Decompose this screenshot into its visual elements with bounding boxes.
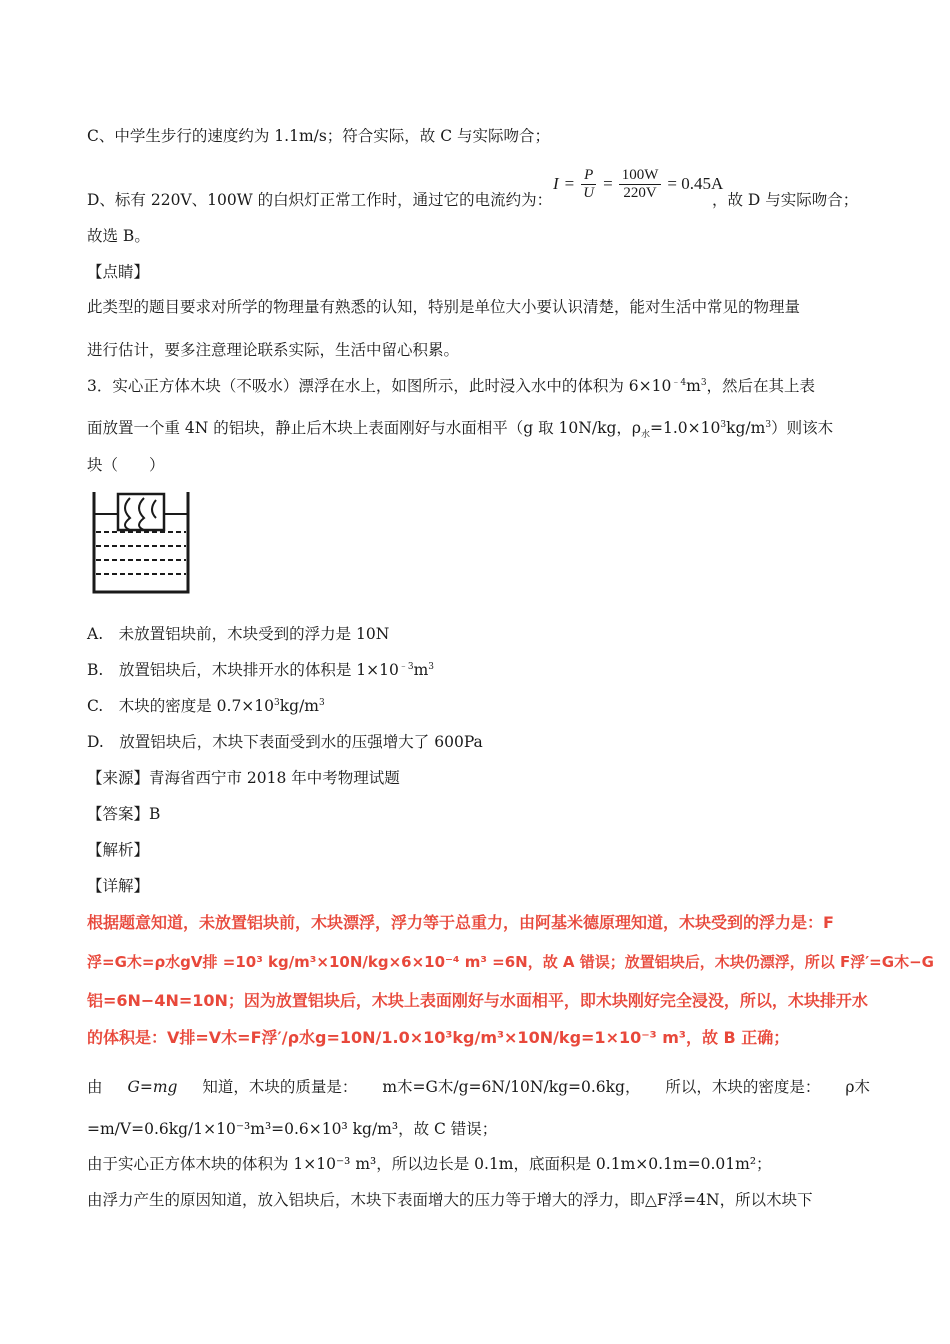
- question-3-line-2: 面放置一个重 4N 的铝块，静止后木块上表面刚好与水面相平（g 取 10N/kg，$\rho_水=1.0\times 10^3kg/m^3$）则该木: [87, 419, 834, 441]
- dianjing-line-1: 此类型的题目要求对所学的物理量有熟悉的认知，特别是单位大小要认识清楚，能对生活中常见的物理量: [87, 298, 801, 316]
- question-3-line-1: 3．实心正方体木块（不吸水）漂浮在水上，如图所示，此时浸入水中的体积为 $6\times 10^{﹣4}m^3$，然后在其上表: [87, 377, 816, 395]
- force-line: 由浮力产生的原因知道，放入铝块后，木块下表面增大的压力等于增大的浮力，即△F浮=4N，所以木块下: [87, 1191, 813, 1209]
- formula-num2: 100W: [619, 167, 662, 185]
- choose-answer: 故选 B。: [87, 227, 150, 245]
- answer-line: 【答案】B: [87, 805, 161, 823]
- xiangjie-heading: 【详解】: [87, 877, 150, 895]
- mass-line-1: 由 G=mg 知道，木块的质量是： m木=G木/g=6N/10N/kg=0.6kg， 所以，木块的密度是： ρ木: [87, 1078, 870, 1096]
- option-c-explanation: C、中学生步行的速度约为 1.1m/s；符合实际，故 C 与实际吻合；: [87, 127, 551, 145]
- red-explanation-2: 浮=G木=ρ水gV排 =10³ kg/m³×10N/kg×6×10⁻⁴ m³ =6N，故 A 错误；放置铝块后，木块仍漂浮，所以 F浮′=G木−G: [87, 953, 934, 971]
- option-d-explanation: [87, 190, 870, 210]
- side-length-line: 由于实心正方体木块的体积为 1×10⁻³ m³，所以边长是 0.1m，底面积是 0.1m×0.1m=0.01m²；: [87, 1155, 772, 1173]
- red-explanation-3: 铝=6N−4N=10N；因为放置铝块后，木块上表面刚好与水面相平，即木块刚好完全浸没，所以，木块排开水: [87, 991, 868, 1010]
- formula-num1: P: [581, 167, 596, 185]
- current-formula: I = $\frac{P}{U}$ = $\frac{100W}{220V}$ = 0.45A: [553, 166, 724, 201]
- red-explanation-1: 根据题意知道，未放置铝块前，木块漂浮，浮力等于总重力，由阿基米德原理知道，木块受到的浮力是：F: [87, 913, 834, 932]
- jiexi-heading: 【解析】: [87, 841, 150, 859]
- dianjing-line-2: 进行估计，要多注意理论联系实际，生活中留心积累。: [87, 341, 460, 359]
- question-3-line-3: 块（ ）: [87, 456, 165, 474]
- mass-line-2: =m/V=0.6kg/1×10⁻³m³=0.6×10³ kg/m³，故 C 错误；: [87, 1120, 498, 1138]
- option-d: D. 放置铝块后，木块下表面受到水的压强增大了 600Pa: [87, 733, 483, 751]
- source-line: 【来源】青海省西宁市 2018 年中考物理试题: [87, 769, 400, 787]
- option-a: A. 未放置铝块前，木块受到的浮力是 10N: [87, 625, 390, 643]
- option-b: B. 放置铝块后，木块排开水的体积是 $1\times 10^{﹣3}m^3$: [87, 661, 434, 679]
- formula-result: = 0.45A: [667, 174, 724, 193]
- formula-den1: U: [583, 184, 595, 201]
- d-text-after: ，故 D 与实际吻合；: [711, 191, 859, 209]
- dianjing-heading: 【点睛】: [87, 263, 150, 281]
- option-c: C. 木块的密度是 $0.7\times 10^3kg/m^3$: [87, 697, 325, 715]
- formula-den2: 220V: [623, 184, 657, 201]
- d-text-before: D、标有 220V、100W 的白炽灯正常工作时，通过它的电流约为：: [87, 191, 553, 209]
- float-figure: [90, 488, 194, 598]
- red-explanation-4: 的体积是：V排=V木=F浮′/ρ水g=10N/1.0×10³kg/m³×10N/kg=1×10⁻³ m³，故 B 正确；: [87, 1028, 790, 1047]
- formula-lhs: I: [553, 174, 559, 193]
